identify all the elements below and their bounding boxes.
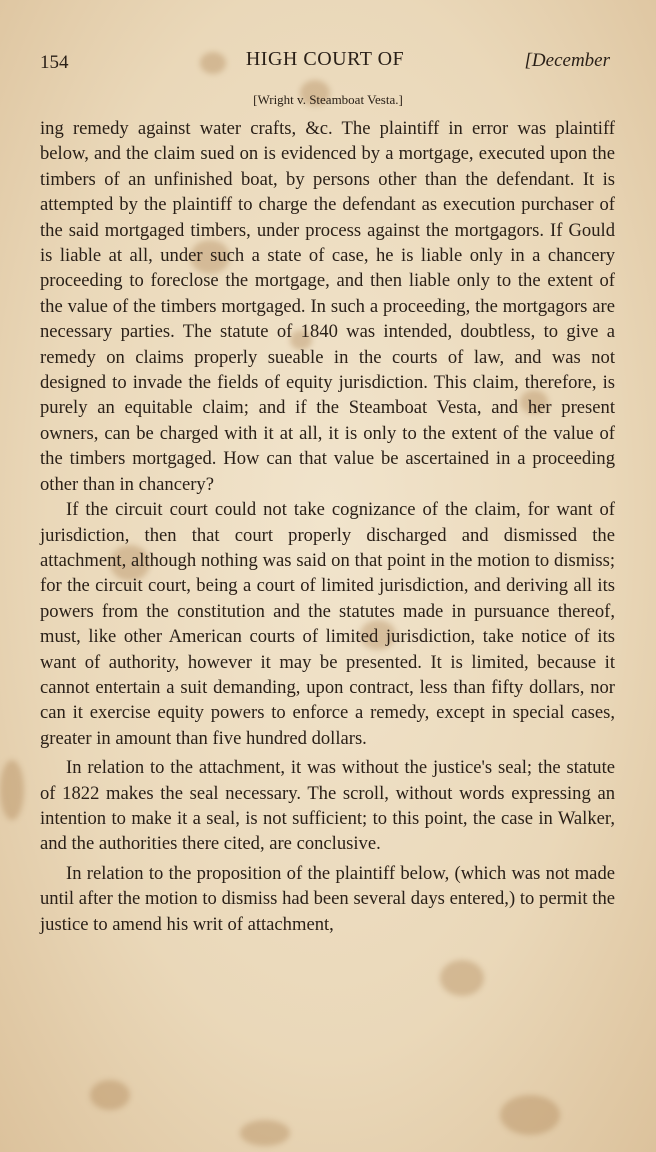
foxing-stain (0, 760, 24, 820)
foxing-stain (90, 1080, 130, 1110)
paragraph: In relation to the proposition of the plaintiff below, (which was not made until after the motion to dismiss had been several days entered,) to permit the justice to amend his writ of attachment, (40, 862, 615, 935)
paragraph: In relation to the attachment, it was without the justice's seal; the statute of 1822 makes the seal necessary. The scroll, without words expressing an intention to make it a seal, is not sufficient; to this point, the case in Walker, and the authorities there cited, are conclusive. (40, 757, 615, 855)
foxing-stain (500, 1095, 560, 1135)
running-title: HIGH COURT OF (245, 48, 405, 70)
case-caption: [Wright v. Steamboat Vesta.] (253, 92, 403, 107)
foxing-stain (240, 1120, 290, 1146)
paragraph: If the circuit court could not take cognizance of the claim, for want of jurisdiction, then that court properly discharged and dismissed the attachment, although nothing was said on that point in the motion to dismiss; for the circuit court, being a court of limited jurisdiction, and deriving all its powers from the constitution and the statutes made in pursuance thereof, must, like other American courts of limited jurisdiction, take notice of its want of authority, however it may be presented. It is limited, because it cannot entertain a suit demanding, upon contract, less than fifty dollars, nor can it exercise equity powers to enforce a remedy, except in special cases, greater in amount than five hundred dollars. (40, 499, 615, 749)
page-number: 154 (40, 52, 69, 73)
page-header (40, 48, 610, 76)
foxing-stain (440, 960, 484, 996)
paragraph: ing remedy against water crafts, &c. The plaintiff in error was plaintiff below, and the claim sued on is evidenced by a mortgage, executed upon the timbers of an unfinished boat, by persons other than the defendant. It is attempted by the plaintiff to charge the defendant as execution purchaser of the said mortgaged timbers, under process against the mortgagors. If Gould is liable at all, under such a state of case, he is liable only in a chancery proceeding to foreclose the mortgage, and then liable only to the extent of the value of the timbers mortgaged. In such a proceeding, the mortgagors are necessary parties. The statute of 1840 was intended, doubtless, to give a remedy on claims properly sueable in the courts of law, and was not designed to invade the fields of equity jurisdiction. This claim, therefore, is purely an equitable claim; and if the Steamboat Vesta, and her present owners, can be charged with it at all, it is only to the extent of the value of the timbers mortgaged. How can that value be ascertained in a proceeding other than in chancery? (40, 118, 615, 495)
body-text (40, 116, 615, 937)
header-month: [December (524, 50, 610, 71)
